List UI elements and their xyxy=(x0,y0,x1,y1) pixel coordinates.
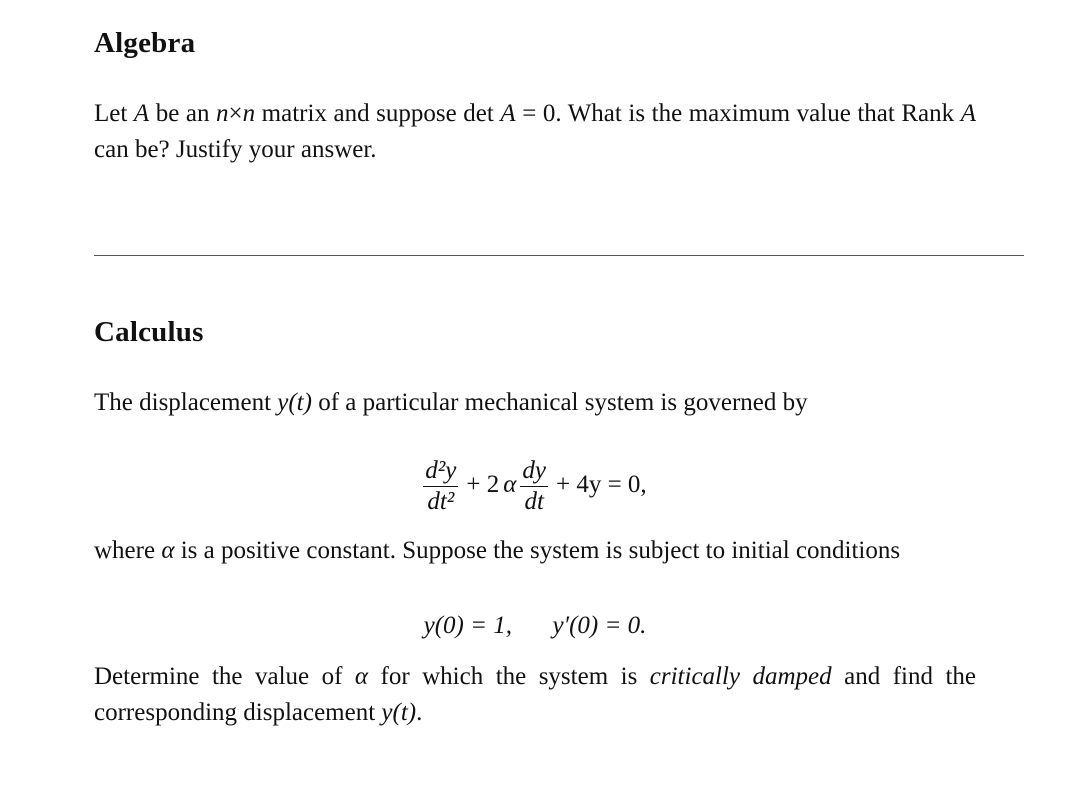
algebra-q-text: Let xyxy=(94,100,134,127)
algebra-q-text: be an xyxy=(149,100,217,127)
second-derivative-fraction xyxy=(423,458,458,515)
ode-equation xyxy=(94,458,976,515)
algebra-q-text: can be? Justify your answer. xyxy=(94,136,377,163)
algebra-question xyxy=(94,96,976,168)
calculus-where xyxy=(94,533,976,569)
fraction-denominator: dt² xyxy=(427,488,455,515)
equation-term: + 4y = 0, xyxy=(555,471,647,499)
fraction-denominator: dt xyxy=(524,488,544,515)
critically-damped-emphasis: critically damped xyxy=(649,663,832,690)
algebra-q-var: A xyxy=(133,100,150,127)
equation-term: + 2 xyxy=(466,471,500,499)
calculus-intro-text: of a particular mechanical system is governed by xyxy=(311,389,808,416)
algebra-title: Algebra xyxy=(94,27,196,59)
calculus-task-text: for which the system is xyxy=(368,663,650,690)
calculus-intro-var: y(t) xyxy=(277,389,312,416)
algebra-q-var: n xyxy=(216,100,229,127)
fraction-numerator: dy xyxy=(520,458,548,487)
initial-conditions xyxy=(94,609,976,643)
calculus-where-text: is a positive constant. Suppose the system is subject to initial conditions xyxy=(174,537,901,564)
calculus-task-text: Determine the value of xyxy=(94,663,355,690)
first-derivative-fraction xyxy=(520,458,548,515)
calculus-title: Calculus xyxy=(94,316,204,348)
calculus-intro-text: The displacement xyxy=(94,389,278,416)
calculus-task-text: . xyxy=(416,699,423,726)
equation-alpha: α xyxy=(503,471,517,499)
calculus-task-alpha: α xyxy=(354,663,369,690)
algebra-q-text: matrix and suppose det xyxy=(255,100,501,127)
algebra-q-var: n xyxy=(242,100,256,127)
calculus-task xyxy=(94,659,976,731)
algebra-q-op: × xyxy=(228,100,243,127)
initial-condition-1: y(0) = 1, xyxy=(423,612,513,639)
calculus-task-text: and find the corresponding displacement xyxy=(94,663,976,726)
calculus-task-var: y(t) xyxy=(381,699,417,726)
fraction-numerator: d²y xyxy=(423,458,458,487)
algebra-q-var: A xyxy=(960,100,976,127)
algebra-q-var: A xyxy=(500,100,516,127)
calculus-where-text: where xyxy=(94,537,162,564)
calculus-intro xyxy=(94,385,976,421)
initial-condition-2: y′(0) = 0. xyxy=(552,612,647,639)
section-divider xyxy=(94,255,1024,256)
algebra-q-text: = 0. What is the maximum value that Rank xyxy=(515,100,961,127)
calculus-where-alpha: α xyxy=(161,537,175,564)
